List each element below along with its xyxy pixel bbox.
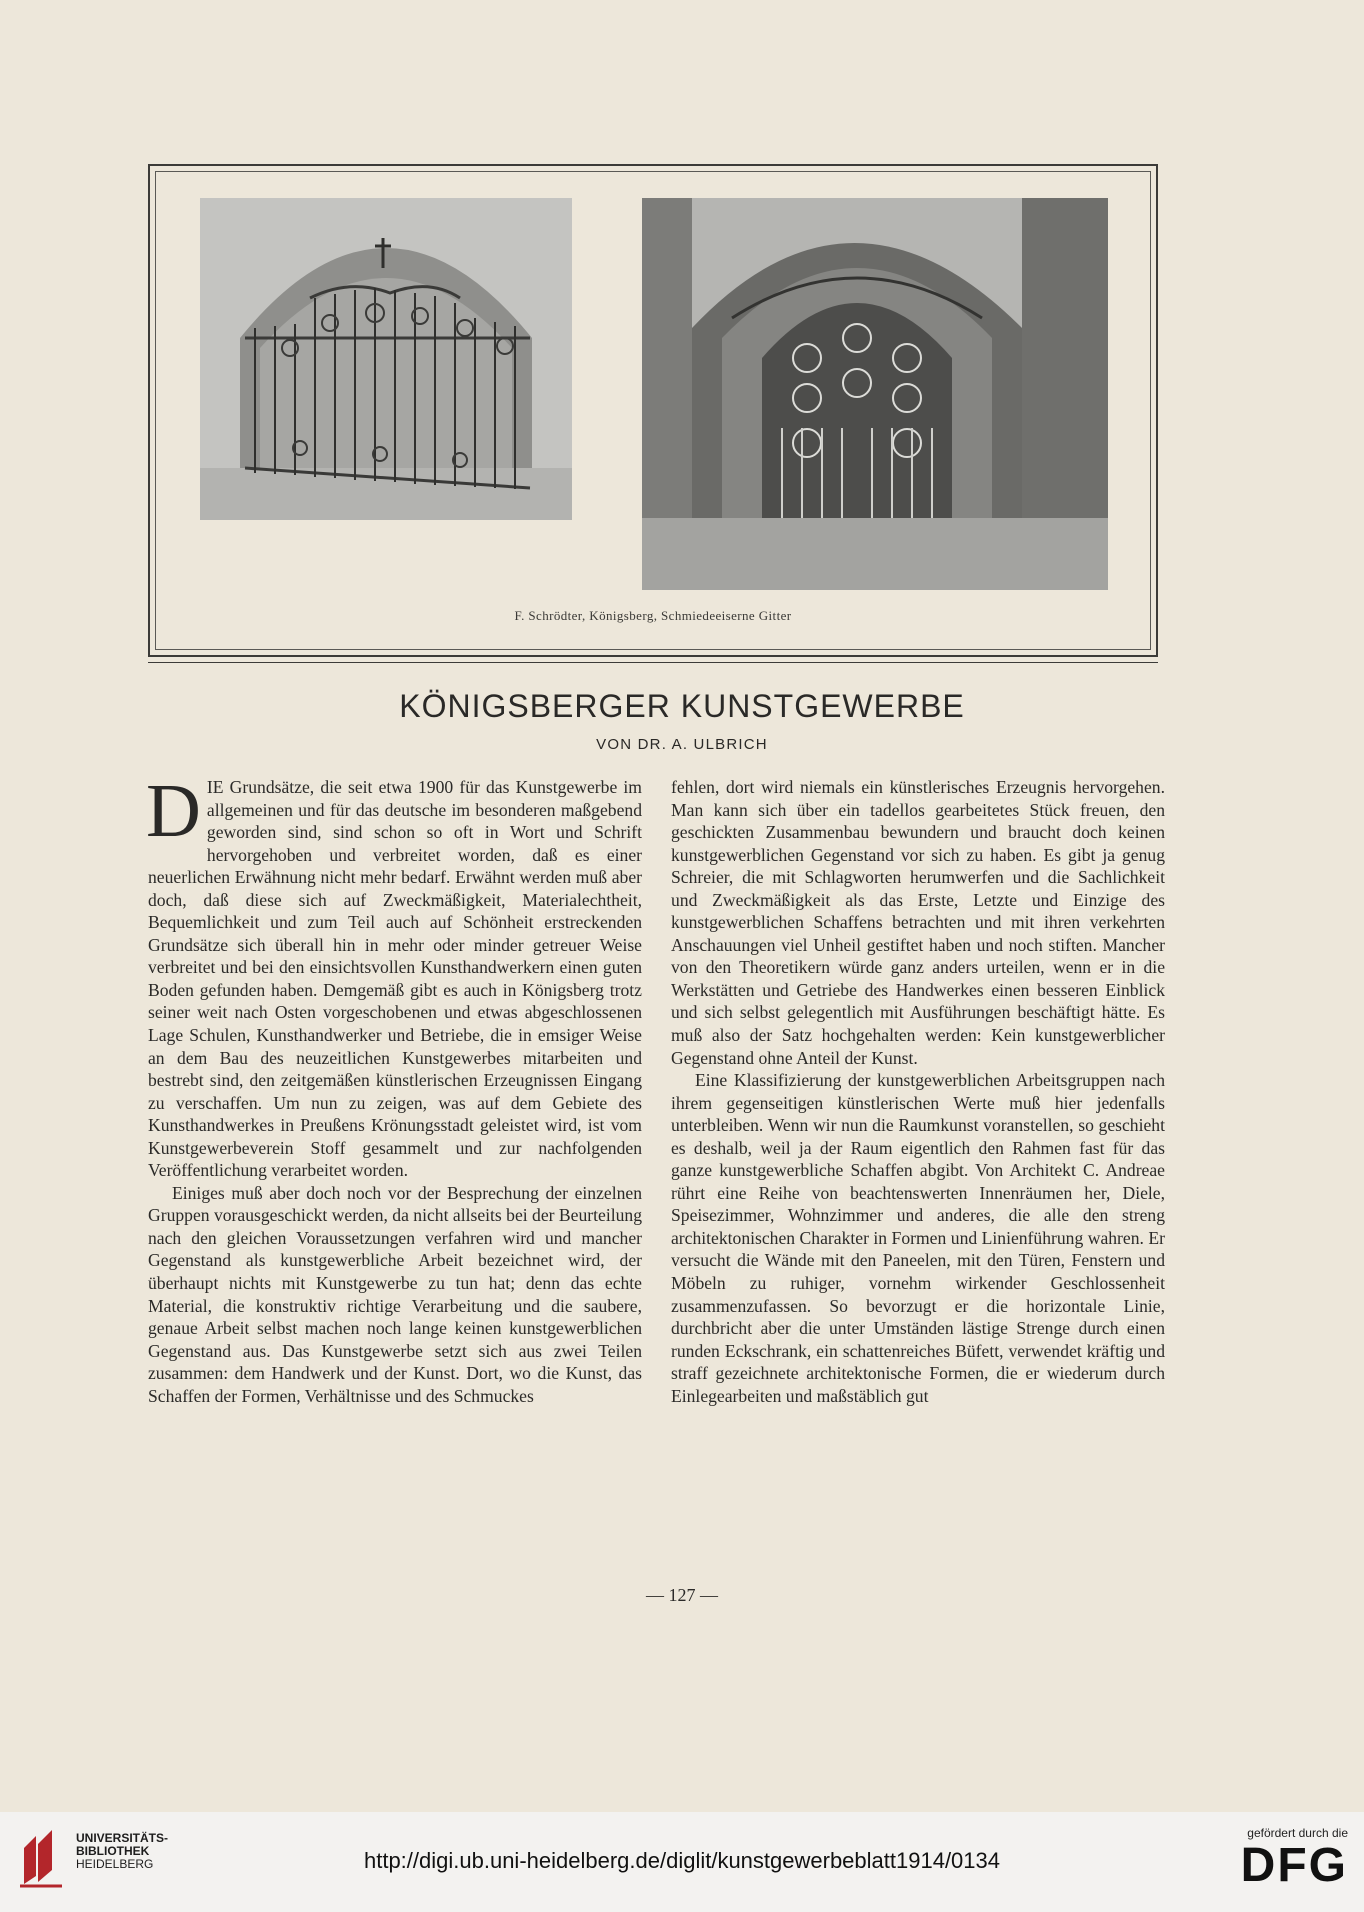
paragraph: Eine Klassifizierung der kunstgewerblichen Arbeitsgruppen nach ihrem gegenseitigen künstlerischen Werte muß hier jedenfalls unterbleiben. Wenn wir nun die Raumkunst voranstellen, so geschieht es deshalb, weil ja der Raum eigentlich den Rahmen fast für das ganze kunstgewerbliche Schaffen abgibt. Von Architekt C. Andreae rührt eine Reihe von beachtenswerten Innenräumen her, Diele, Speisezimmer, Wohnzimmer und anderes, die alle den streng architektonischen Charakter in Formen und Linienführung wahren. Er versucht die Wände mit den Paneelen, mit den Türen, Fenstern und Möbeln zu ruhiger, vornehm wirkender Geschlossenheit zusammenzufassen. So bevorzugt er die horizontale Linie, durchbricht aber die unter Umständen lästige Strenge durch einen runden Eckschrank, ein schattenreiches Büfett, verwendet kräftig und straff gezeichnete architektonische Formen, die er wiederum durch Einlegearbeiten und maßstäblich gut bbox=[671, 1070, 1165, 1406]
paragraph: Einiges muß aber doch noch vor der Besprechung der einzelnen Gruppen vorausgeschickt werden, da nicht allseits bei der Beurteilung nach den gleichen Voraussetzungen verfahren wird und mancher Gegenstand als kunstgewerbliche Arbeit bezeichnet wird, der überhaupt nichts mit Kunstgewerbe zu tun hat; denn das echte Material, die konstruktiv richtige Verarbeitung und die saubere, genaue Arbeit selbst machen noch lange keinen kunstgewerblichen Gegenstand aus. Das Kunstgewerbe setzt sich aus zwei Teilen zusammen: dem Handwerk und der Kunst. Dort, wo die Kunst, das Schaffen der Formen, Verhältnisse und des Schmuckes bbox=[148, 1182, 642, 1406]
figure-frame bbox=[148, 164, 1158, 657]
paragraph bbox=[146, 769, 642, 1182]
text-column-left bbox=[146, 769, 642, 1407]
document-url-link[interactable]: http://digi.ub.uni-heidelberg.de/diglit/kunstgewerbeblatt1914/0134 bbox=[363, 1848, 1000, 1873]
text-column-right bbox=[671, 776, 1165, 1407]
photo-iron-gate-archway bbox=[200, 198, 572, 520]
digitization-footer bbox=[0, 1812, 1364, 1912]
dfg-logo: DFG bbox=[1240, 1839, 1348, 1892]
library-name-line: UNIVERSITÄTS- bbox=[76, 1831, 169, 1845]
library-name-line: HEIDELBERG bbox=[76, 1857, 154, 1871]
funding-credit bbox=[1208, 1826, 1348, 1892]
library-name-line: BIBLIOTHEK bbox=[76, 1844, 150, 1858]
figure-caption: F. Schrödter, Königsberg, Schmiedeeiserne Gitter bbox=[514, 608, 792, 623]
page-number: — 127 — bbox=[646, 1585, 718, 1605]
paragraph: fehlen, dort wird niemals ein künstlerisches Erzeugnis hervorgehen. Man kann sich über ein tadellos gearbeitetes Stück freuen, den geschickten Zusammenbau bewundern und braucht doch keinen kunstgewerblichen Gegenstand vor sich zu haben. Es gibt ja genug Schreier, die mit Schlagworten herumwerfen und die Sachlichkeit und Zweckmäßigkeit als das Erste, Letzte und Einzige des kunstgewerblichen Schaffens betrachten und mit ihren verkehrten Anschauungen viel Unheil gestiftet haben und noch stiften. Mancher von den Theoretikern würde ganz anders urteilen, wenn er in die Werkstätten und Getriebe des Handwerkes einen besseren Einblick und sich selbst gelegentlich mit Ausführungen beschäftigt hätte. Es muß also der Satz hochgehalten werden: Kein kunstgewerblicher Gegenstand ohne Anteil der Kunst. bbox=[671, 777, 1165, 1068]
gate-archway-illustration bbox=[200, 198, 572, 520]
drop-cap: D bbox=[146, 769, 201, 853]
gate-portal-illustration bbox=[642, 198, 1108, 590]
funding-label: gefördert durch die bbox=[1247, 1826, 1348, 1840]
figure-divider bbox=[148, 662, 1158, 663]
paragraph-text: IE Grundsätze, die seit etwa 1900 für das Kunstgewerbe im allgemeinen und für das deutsche im besonderen maßgebend geworden sind, sind schon so oft in Wort und Schrift hervorgehoben und verbreitet worden, daß es einer neuerlichen Erwähnung nicht mehr bedarf. Erwähnt werden muß aber doch, daß diese sich auf Zweckmäßigkeit, Materialechtheit, Bequemlichkeit und zum Teil auch auf Schönheit erstreckenden Grundsätze sich überall hin in mehr oder minder getreuer Weise verbreitet und bei den einsichtsvollen Kunsthandwerkern einen guten Boden gefunden haben. Demgemäß gibt es auch in Königsberg trotz seiner weit nach Osten vorgeschobenen und etwas abgeschlossenen Lage Schulen, Kunsthandwerker und Betriebe, die in emsiger Weise an dem Bau des neuzeitlichen Kunstgewerbes mitarbeiten und bestrebt sind, den zeitgemäßen künstlerischen Erzeugnissen Eingang zu verschaffen. Um nun zu zeigen, was auf dem Gebiete des Kunsthandwerkes in Preußens Krönungsstadt geleistet wird, ist vom Kunstgewerbeverein Stoff gesammelt und zur nachfolgenden Veröffentlichung verarbeitet worden. bbox=[148, 777, 642, 1181]
article-author: VON DR. A. ULBRICH bbox=[596, 736, 768, 753]
article-title: KÖNIGSBERGER KUNSTGEWERBE bbox=[399, 688, 965, 724]
photo-iron-gate-gothic-portal bbox=[642, 198, 1108, 590]
